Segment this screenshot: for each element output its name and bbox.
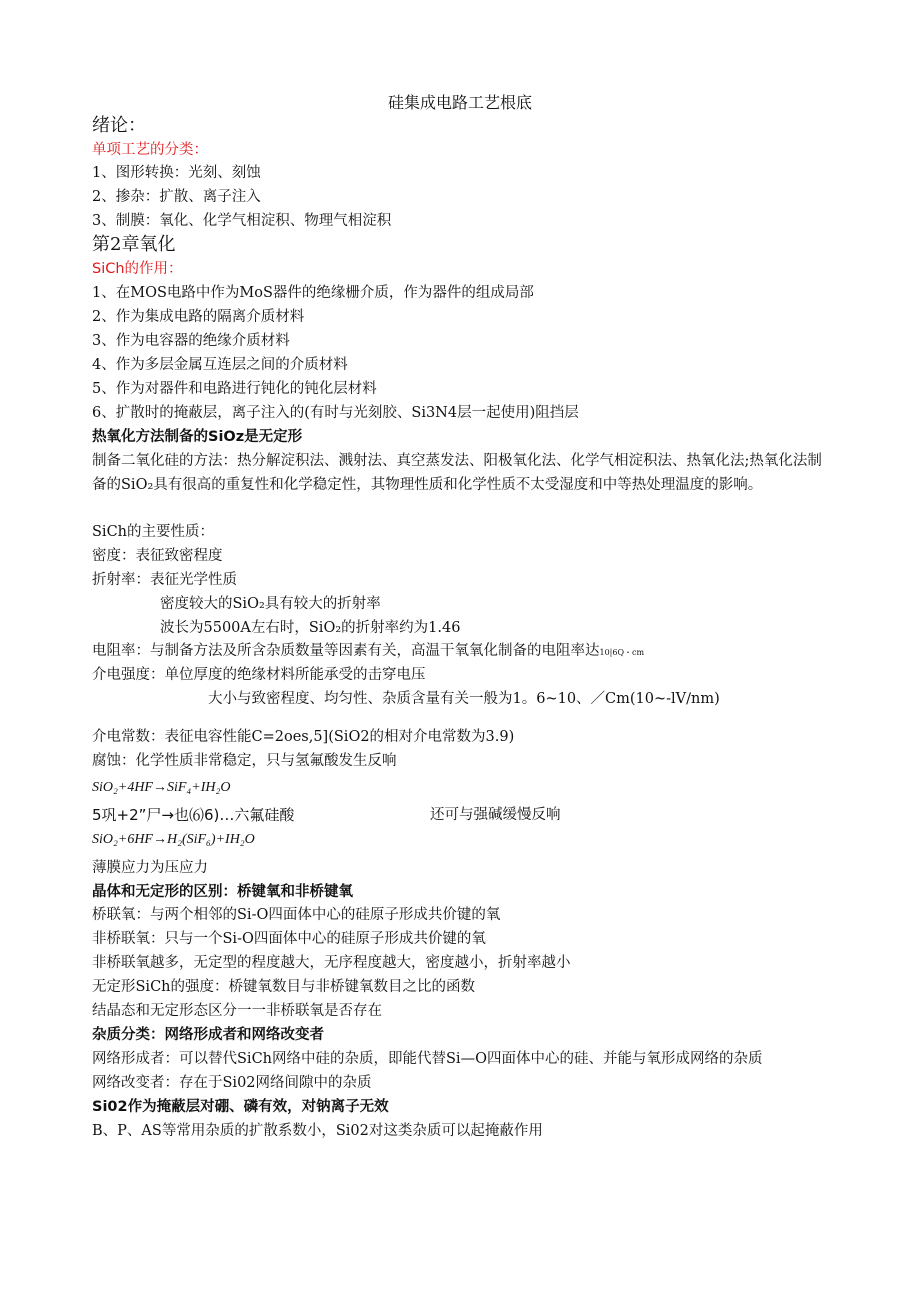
dielectric-constant-line: 介电常数：表征电容性能C=2oes,5](SiO2的相对介电常数为3.9) [92, 729, 515, 745]
bridge-line: 桥联氧：与两个相邻的Si-O四面体中心的硅原子形成共价键的氧 [92, 907, 501, 923]
equation-2: 5巩+2”尸→也⑹6)…六氟硅酸 [92, 806, 295, 824]
mask-heading: Si02作为掩蔽层对硼、磷有效，对钠离子无效 [92, 1099, 389, 1115]
unit-process-item: 2、掺杂：扩散、离子注入 [92, 189, 261, 205]
refractive-sub: 波长为5500A左右时，SiO₂的折射率约为1.46 [160, 620, 461, 636]
unit-process-item: 3、制膜：氧化、化学气相淀积、物理气相淀积 [92, 213, 392, 229]
dielectric-strength-sub: 大小与致密程度、均匀性、杂质含量有关一般为1。6~10、／Cm(10~-lV∕nm) [208, 691, 720, 707]
methods-paragraph: 制备二氧化硅的方法：热分解淀积法、溅射法、真空蒸发法、阳极氧化法、化学气相淀积法、热氧化法;热氧化法制备的SiO₂具有很高的重复性和化学稳定性，其物理性质和化学性质不太受湿度和中等热处理温度的影响。 [92, 453, 822, 493]
props-heading: SiCh的主要性质： [92, 524, 215, 540]
crystal-heading: 晶体和无定形的区别：桥键氧和非桥键氧 [92, 884, 353, 900]
stress-line: 薄膜应力为压应力 [92, 860, 208, 876]
equation-2-note: 还可与强碱缓慢反响 [430, 807, 561, 823]
corrosion-line: 腐蚀：化学性质非常稳定，只与氢氟酸发生反响 [92, 753, 397, 769]
impurity-heading: 杂质分类：网络形成者和网络改变者 [92, 1027, 324, 1043]
unit-process-heading: 单项工艺的分类： [92, 142, 208, 158]
density-line: 密度：表征致密程度 [92, 548, 223, 564]
chapter2-heading: 第2章氧化 [92, 234, 176, 255]
sio2-role-item: 4、作为多层金属互连层之间的介质材料 [92, 357, 348, 373]
nonbridge-more-line: 非桥联氧越多，无定型的程度越大，无序程度越大，密度越小，折射率越小 [92, 955, 571, 971]
resistivity-text: 电阻率：与制备方法及所含杂质数量等因素有关，高温干氧氧化制备的电阻率达 [92, 643, 600, 659]
network-former-line: 网络形成者：可以替代SiCh网络中硅的杂质，即能代替Si—O四面体中心的硅、并能与氧形成网络的杂质 [92, 1051, 763, 1067]
amorphous-strength-line: 无定形SiCh的强度：桥键氧数目与非桥键氧数目之比的函数 [92, 979, 476, 995]
equation-3: SiO₂+6HF→H₂(SiF₆)+IH₂O [92, 832, 255, 847]
mask-text-line: B、P、AS等常用杂质的扩散系数小，Si02对这类杂质可以起掩蔽作用 [92, 1123, 543, 1139]
resistivity-value: 10|6Q・cm [599, 648, 645, 657]
refractive-sub: 密度较大的SiO₂具有较大的折射率 [160, 596, 381, 612]
network-modifier-line: 网络改变者：存在于Si02网络间隙中的杂质 [92, 1075, 372, 1091]
sio2-role-heading: SiCh的作用： [92, 261, 183, 277]
unit-process-item: 1、图形转换：光刻、刻蚀 [92, 165, 261, 181]
crystal-distinction-line: 结晶态和无定形态区分一一非桥联氧是否存在 [92, 1003, 382, 1019]
sio2-role-item: 6、扩散时的掩蔽层，离子注入的(有时与光刻胶、Si3N4层一起使用)阻挡层 [92, 405, 579, 421]
dielectric-strength-line: 介电强度：单位厚度的绝缘材料所能承受的击穿电压 [92, 667, 426, 683]
resistivity-line [92, 641, 644, 663]
thermal-heading: 热氧化方法制备的SiOz是无定形 [92, 429, 303, 445]
sio2-role-item: 2、作为集成电路的隔离介质材料 [92, 309, 305, 325]
intro-heading: 绪论： [92, 115, 146, 136]
sio2-role-item: 3、作为电容器的绝缘介质材料 [92, 333, 290, 349]
sio2-role-item: 1、在MOS电路中作为MoS器件的绝缘栅介质，作为器件的组成局部 [92, 285, 534, 301]
document-title: 硅集成电路工艺根底 [387, 93, 532, 112]
nonbridge-line: 非桥联氧：只与一个Si-O四面体中心的硅原子形成共价键的氧 [92, 931, 486, 947]
sio2-role-item: 5、作为对器件和电路进行钝化的钝化层材料 [92, 381, 377, 397]
refractive-line: 折射率：表征光学性质 [92, 572, 237, 588]
equation-1: SiO₂+4HF→SiF₄+IH₂O [92, 780, 231, 795]
